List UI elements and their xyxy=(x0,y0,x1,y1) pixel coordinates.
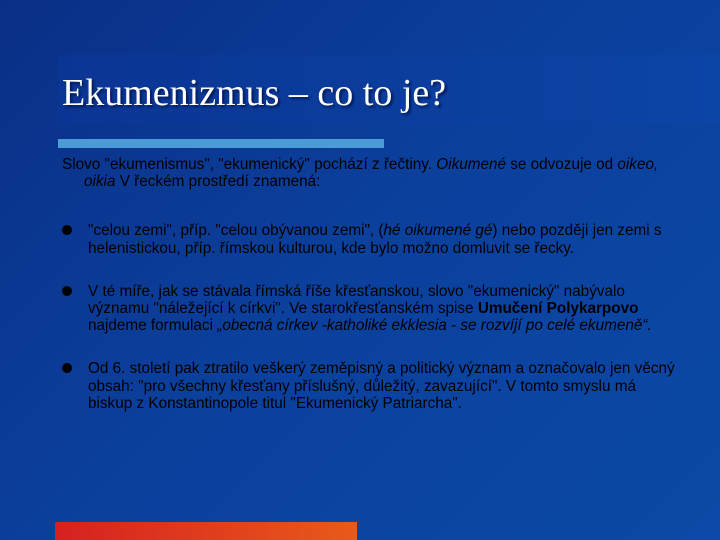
slide-content xyxy=(62,156,682,412)
intro-term-oikeo: oikeo, oikia xyxy=(84,156,659,191)
bullet1-text-2: ) nebo později jen zemi s helenistickou, příp. římskou kulturou, kde bylo možno domluvit se řecky. xyxy=(88,222,662,257)
intro-text-2: se odvozuje od xyxy=(505,156,618,173)
bullet3-text: Od 6. století pak ztratilo veškerý zeměpisný a politický význam a označovalo jen věcný obsah: "pro všechny křesťany příslušný, důležitý, zavazující". V tomto smyslu má biskup z Konstantinopole titul "Ekumenický Patriarcha". xyxy=(88,360,675,412)
title-underline xyxy=(58,139,384,148)
bullet2-quote: „obecná církev -katholiké ekklesia - se rozvíjí po celé ekumeně“. xyxy=(217,317,652,335)
intro-text-1: Slovo "ekumenismus", "ekumenický" pochází z řečtiny. xyxy=(62,156,437,173)
bullet2-text-1: V té míře, jak se stávala římská říše křesťanskou, slovo "ekumenický" nabývalo významu "náležející k církvi". Ve starokřesťanském spise xyxy=(88,282,625,318)
intro-text-3: V řeckém prostředí znamená: xyxy=(115,173,321,191)
footer-accent-bar xyxy=(55,522,357,540)
bullet-item-1 xyxy=(62,222,682,256)
slide-title: Ekumenizmus – co to je? xyxy=(62,72,447,114)
bullet-dot-icon xyxy=(62,225,72,235)
bullet-dot-icon xyxy=(62,363,72,373)
bullet-item-2 xyxy=(62,283,682,335)
bullet-dot-icon xyxy=(62,286,72,296)
bullet2-work-title: Umučení Polykarpovo xyxy=(477,300,639,318)
bullet2-text-2: najdeme formulaci xyxy=(88,317,218,335)
intro-paragraph xyxy=(62,156,682,190)
bullet1-term: hé oikumené gé xyxy=(383,222,493,240)
bullet-item-3 xyxy=(62,360,682,412)
bullet1-text-1: "celou zemi", příp. "celou obývanou zemi", ( xyxy=(88,222,384,240)
intro-term-oikumene: Oikumené xyxy=(436,156,506,173)
bullet-list xyxy=(62,222,682,412)
